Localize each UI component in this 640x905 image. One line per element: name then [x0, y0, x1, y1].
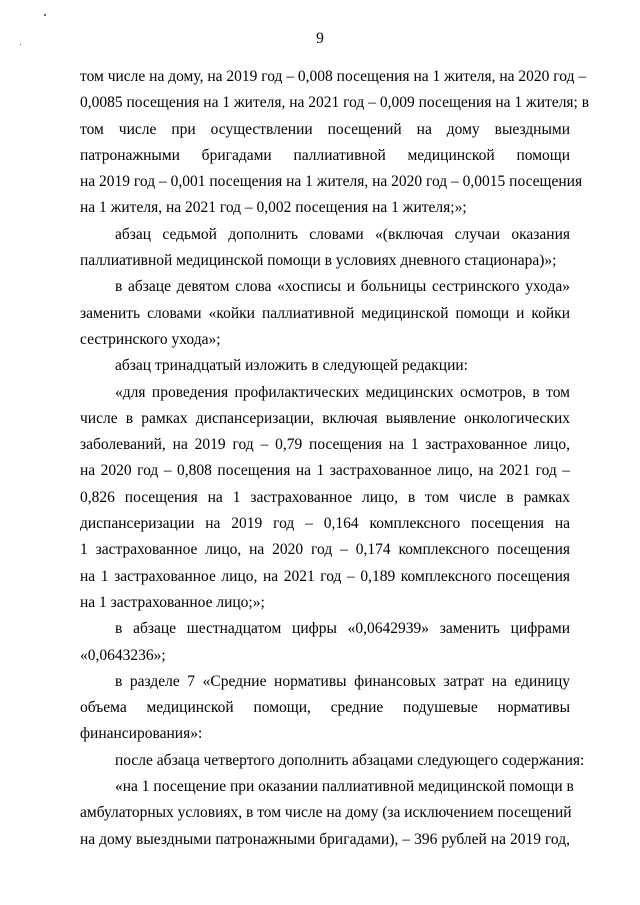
document-text [80, 64, 590, 853]
text-line: «для проведения профилактических медицинских осмотров, в том [115, 383, 570, 401]
text-line: абзац седьмой дополнить словами «(включая случаи оказания [115, 225, 570, 243]
text-line: паллиативной медицинской помощи в условиях дневного стационара)»; [80, 252, 557, 270]
text-line: том числе на дому, на 2019 год – 0,008 посещения на 1 жителя, на 2020 год – [80, 68, 587, 85]
text-line: заболеваний, на 2019 год – 0,79 посещения на 1 застрахованное лицо, [80, 436, 570, 454]
text-line: после абзаца четвертого дополнить абзацами следующего содержания: [115, 751, 585, 769]
text-line: на 1 застрахованное лицо;»; [80, 593, 265, 611]
text-line: объема медицинской помощи, средние подушевые нормативы [80, 699, 570, 717]
text-line: в абзаце шестнадцатом цифры «0,0642939» заменить цифрами [115, 620, 570, 638]
page-number: 9 [316, 30, 324, 47]
text-line: абзац тринадцатый изложить в следующей редакции: [115, 357, 468, 375]
text-line: в разделе 7 «Средние нормативы финансовых затрат на единицу [115, 672, 570, 690]
text-line: на 1 жителя, на 2021 год – 0,002 посещения на 1 жителя;»; [80, 199, 467, 217]
text-line: «0,0643236»; [80, 646, 166, 664]
text-line: на 2020 год – 0,808 посещения на 1 застрахованное лицо, на 2021 год – [80, 462, 570, 480]
text-line: сестринского ухода»; [80, 330, 221, 348]
text-line: 1 застрахованное лицо, на 2020 год – 0,174 комплексного посещения [80, 541, 570, 559]
text-line: «на 1 посещение при оказании паллиативной медицинской помощи в [115, 778, 574, 796]
text-line: на 1 застрахованное лицо, на 2021 год – 0,189 комплексного посещения [80, 567, 570, 585]
text-line: амбулаторных условиях, в том числе на дому (за исключением посещений [80, 804, 572, 822]
text-line: 0,826 посещения на 1 застрахованное лицо, в том числе в рамках [80, 488, 570, 506]
text-line: на 2019 год – 0,001 посещения на 1 жителя, на 2020 год – 0,0015 посещения [80, 173, 583, 191]
text-line: диспансеризации на 2019 год – 0,164 комплексного посещения на [80, 515, 570, 533]
text-line: том числе при осуществлении посещений на дому выездными [80, 120, 570, 138]
text-line: финансирования»: [80, 725, 203, 743]
text-line: на дому выездными патронажными бригадами), – 396 рублей на 2019 год, [80, 830, 570, 848]
text-line: числе в рамках диспансеризации, включая выявление онкологических [80, 409, 570, 427]
text-line: в абзаце девятом слова «хосписы и больницы сестринского ухода» [115, 278, 570, 296]
scan-speck [44, 14, 46, 16]
text-line: патронажными бригадами паллиативной медицинской помощи [80, 146, 570, 164]
text-line: заменить словами «койки паллиативной медицинской помощи и койки [80, 304, 570, 322]
text-line: 0,0085 посещения на 1 жителя, на 2021 год – 0,009 посещения на 1 жителя; в [80, 94, 590, 112]
